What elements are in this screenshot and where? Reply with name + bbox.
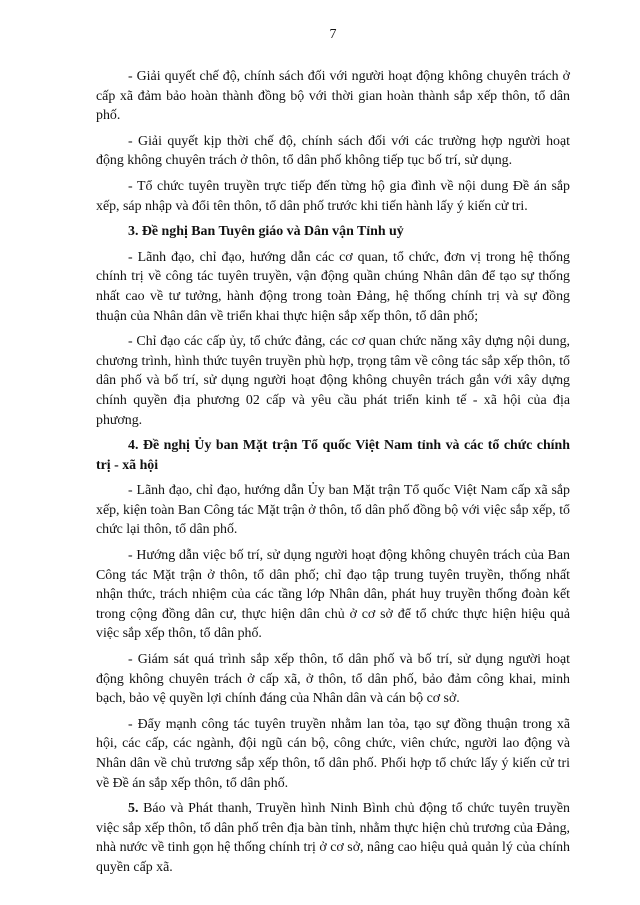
section5-number: 5. bbox=[128, 801, 139, 817]
section5-text: Báo và Phát thanh, Truyền hình Ninh Bình chủ động tổ chức tuyên truyền việc sắp xếp thôn, tổ dân phố trên địa bàn tỉnh, nhằm thực hiện chủ trương của Đảng, nhà nước về tinh gọn hệ thống chính trị ở cơ sở, nâng cao hiệu quả quản lý của chính quyền cấp xã. bbox=[96, 801, 570, 875]
section4-item-1: - Lãnh đạo, chỉ đạo, hướng dẫn Ủy ban Mặt trận Tổ quốc Việt Nam cấp xã sắp xếp, kiện toàn Ban Công tác Mặt trận ở thôn, tổ dân phố đồng bộ với việc sắp xếp, tổ chức lại thôn, tổ dân phố. bbox=[96, 483, 570, 538]
section3-item-2: - Chỉ đạo các cấp ủy, tổ chức đảng, các cơ quan chức năng xây dựng nội dung, chương trình, hình thức tuyên truyền phù hợp, trọng tâm về công tác sắp xếp thôn, tổ dân phố và bố trí, sử dụng người hoạt động không chuyên trách gắn với xây dựng chính quyền địa phương 02 cấp và yêu cầu phát triển kinh tế - xã hội của địa phương. bbox=[96, 334, 570, 428]
section4-item-4: - Đẩy mạnh công tác tuyên truyền nhằm lan tỏa, tạo sự đồng thuận trong xã hội, các cấp, các ngành, đội ngũ cán bộ, công chức, viên chức, người lao động và Nhân dân về chủ trương sắp xếp thôn, tổ dân phố. Phối hợp tổ chức lấy ý kiến cử tri về Đề án sắp xếp thôn, tổ dân phố. bbox=[96, 716, 570, 791]
section2-item-1: - Giải quyết chế độ, chính sách đối với người hoạt động không chuyên trách ở cấp xã đảm bảo hoàn thành đồng bộ với thời gian hoàn thành sắp xếp thôn, tổ dân phố. bbox=[96, 69, 570, 124]
section5-paragraph bbox=[96, 799, 570, 877]
page-number: 7 bbox=[329, 27, 337, 42]
section4-item-3: - Giám sát quá trình sắp xếp thôn, tổ dân phố và bố trí, sử dụng người hoạt động không chuyên trách ở cấp xã, ở thôn, tổ dân phố, bảo đảm công khai, minh bạch, bảo vệ quyền lợi chính đáng của Nhân dân và cán bộ cơ sở. bbox=[96, 652, 570, 707]
section2-item-2: - Giải quyết kịp thời chế độ, chính sách đối với các trường hợp người hoạt động không chuyên trách ở thôn, tổ dân phố không tiếp tục bố trí, sử dụng. bbox=[96, 133, 570, 169]
section4-item-2: - Hướng dẫn việc bố trí, sử dụng người hoạt động không chuyên trách của Ban Công tác Mặt trận ở thôn, tổ dân phố; chỉ đạo tập trung tuyên truyền, thống nhất nhận thức, trách nhiệm của các tầng lớp Nhân dân, phát huy truyền thống đoàn kết trong cộng đồng dân cư, thực hiện dân chủ ở cơ sở để tổ chức thực hiện hiệu quả việc sắp xếp thôn, tổ dân phố. bbox=[96, 548, 570, 642]
section3-item-1: - Lãnh đạo, chỉ đạo, hướng dẫn các cơ quan, tổ chức, đơn vị trong hệ thống chính trị về công tác tuyên truyền, vận động quần chúng Nhân dân để tạo sự thống nhất cao về tư tưởng, hành động trong toàn Đảng, hệ thống chính trị và sự đồng thuận của Nhân dân về triển khai thực hiện sắp xếp thôn, tổ dân phố; bbox=[96, 249, 570, 324]
section2-item-3: - Tổ chức tuyên truyền trực tiếp đến từng hộ gia đình về nội dung Đề án sắp xếp, sáp nhập và đổi tên thôn, tổ dân phố trước khi tiến hành lấy ý kiến cử tri. bbox=[96, 178, 570, 214]
section3-heading: 3. Đề nghị Ban Tuyên giáo và Dân vận Tỉnh uỷ bbox=[128, 224, 404, 240]
document-page bbox=[96, 26, 570, 884]
section4-heading: 4. Đề nghị Ủy ban Mặt trận Tổ quốc Việt Nam tỉnh và các tổ chức chính trị - xã hội bbox=[96, 438, 570, 473]
